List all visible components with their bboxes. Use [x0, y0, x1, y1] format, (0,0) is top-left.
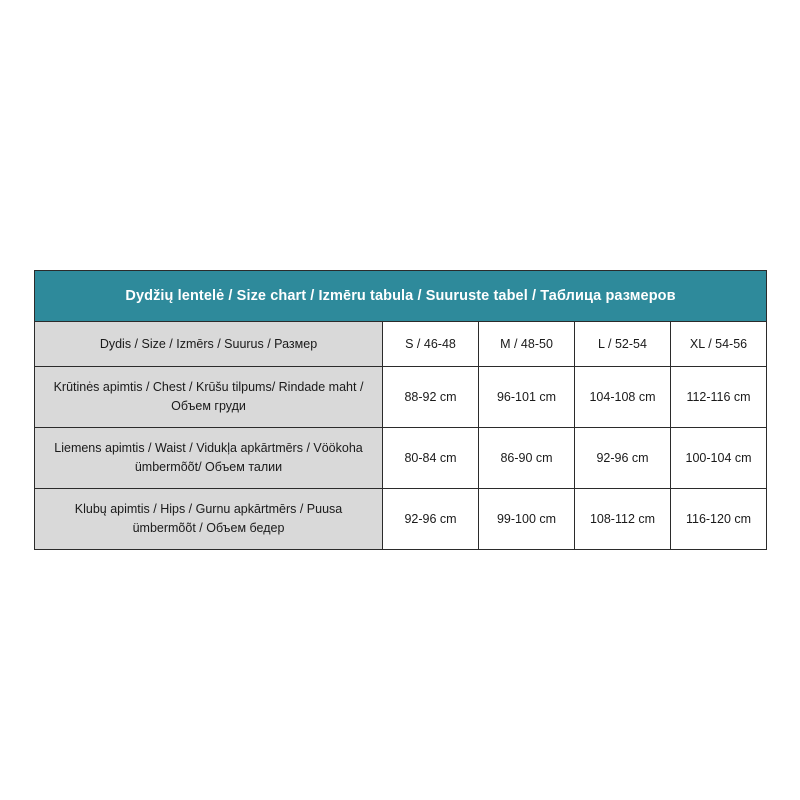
header-cell-size-m: M / 48-50: [479, 322, 575, 367]
table-title-row: [35, 271, 767, 322]
row-label-chest: Krūtinės apimtis / Chest / Krūšu tilpums/ Rindade maht / Объем груди: [35, 367, 383, 428]
cell-chest-l: 104-108 cm: [575, 367, 671, 428]
cell-hips-l: 108-112 cm: [575, 489, 671, 550]
cell-waist-s: 80-84 cm: [383, 428, 479, 489]
cell-hips-s: 92-96 cm: [383, 489, 479, 550]
header-cell-size-l: L / 52-54: [575, 322, 671, 367]
cell-waist-m: 86-90 cm: [479, 428, 575, 489]
cell-waist-l: 92-96 cm: [575, 428, 671, 489]
cell-hips-m: 99-100 cm: [479, 489, 575, 550]
cell-chest-m: 96-101 cm: [479, 367, 575, 428]
cell-chest-s: 88-92 cm: [383, 367, 479, 428]
size-chart-table: [34, 270, 767, 550]
header-cell-size-s: S / 46-48: [383, 322, 479, 367]
table-row: [35, 367, 767, 428]
row-label-waist: Liemens apimtis / Waist / Vidukļa apkārtmērs / Vöökoha ümbermõõt/ Объем талии: [35, 428, 383, 489]
row-label-hips: Klubų apimtis / Hips / Gurnu apkārtmērs / Puusa ümbermõõt / Объем бедер: [35, 489, 383, 550]
cell-waist-xl: 100-104 cm: [671, 428, 767, 489]
table-row: [35, 489, 767, 550]
size-chart-container: [34, 270, 766, 550]
header-cell-size-xl: XL / 54-56: [671, 322, 767, 367]
cell-chest-xl: 112-116 cm: [671, 367, 767, 428]
cell-hips-xl: 116-120 cm: [671, 489, 767, 550]
table-row: [35, 428, 767, 489]
header-cell-measurement: Dydis / Size / Izmērs / Suurus / Размер: [35, 322, 383, 367]
table-header-row: [35, 322, 767, 367]
size-chart-title: Dydžių lentelė / Size chart / Izmēru tabula / Suuruste tabel / Таблица размеров: [35, 271, 767, 322]
